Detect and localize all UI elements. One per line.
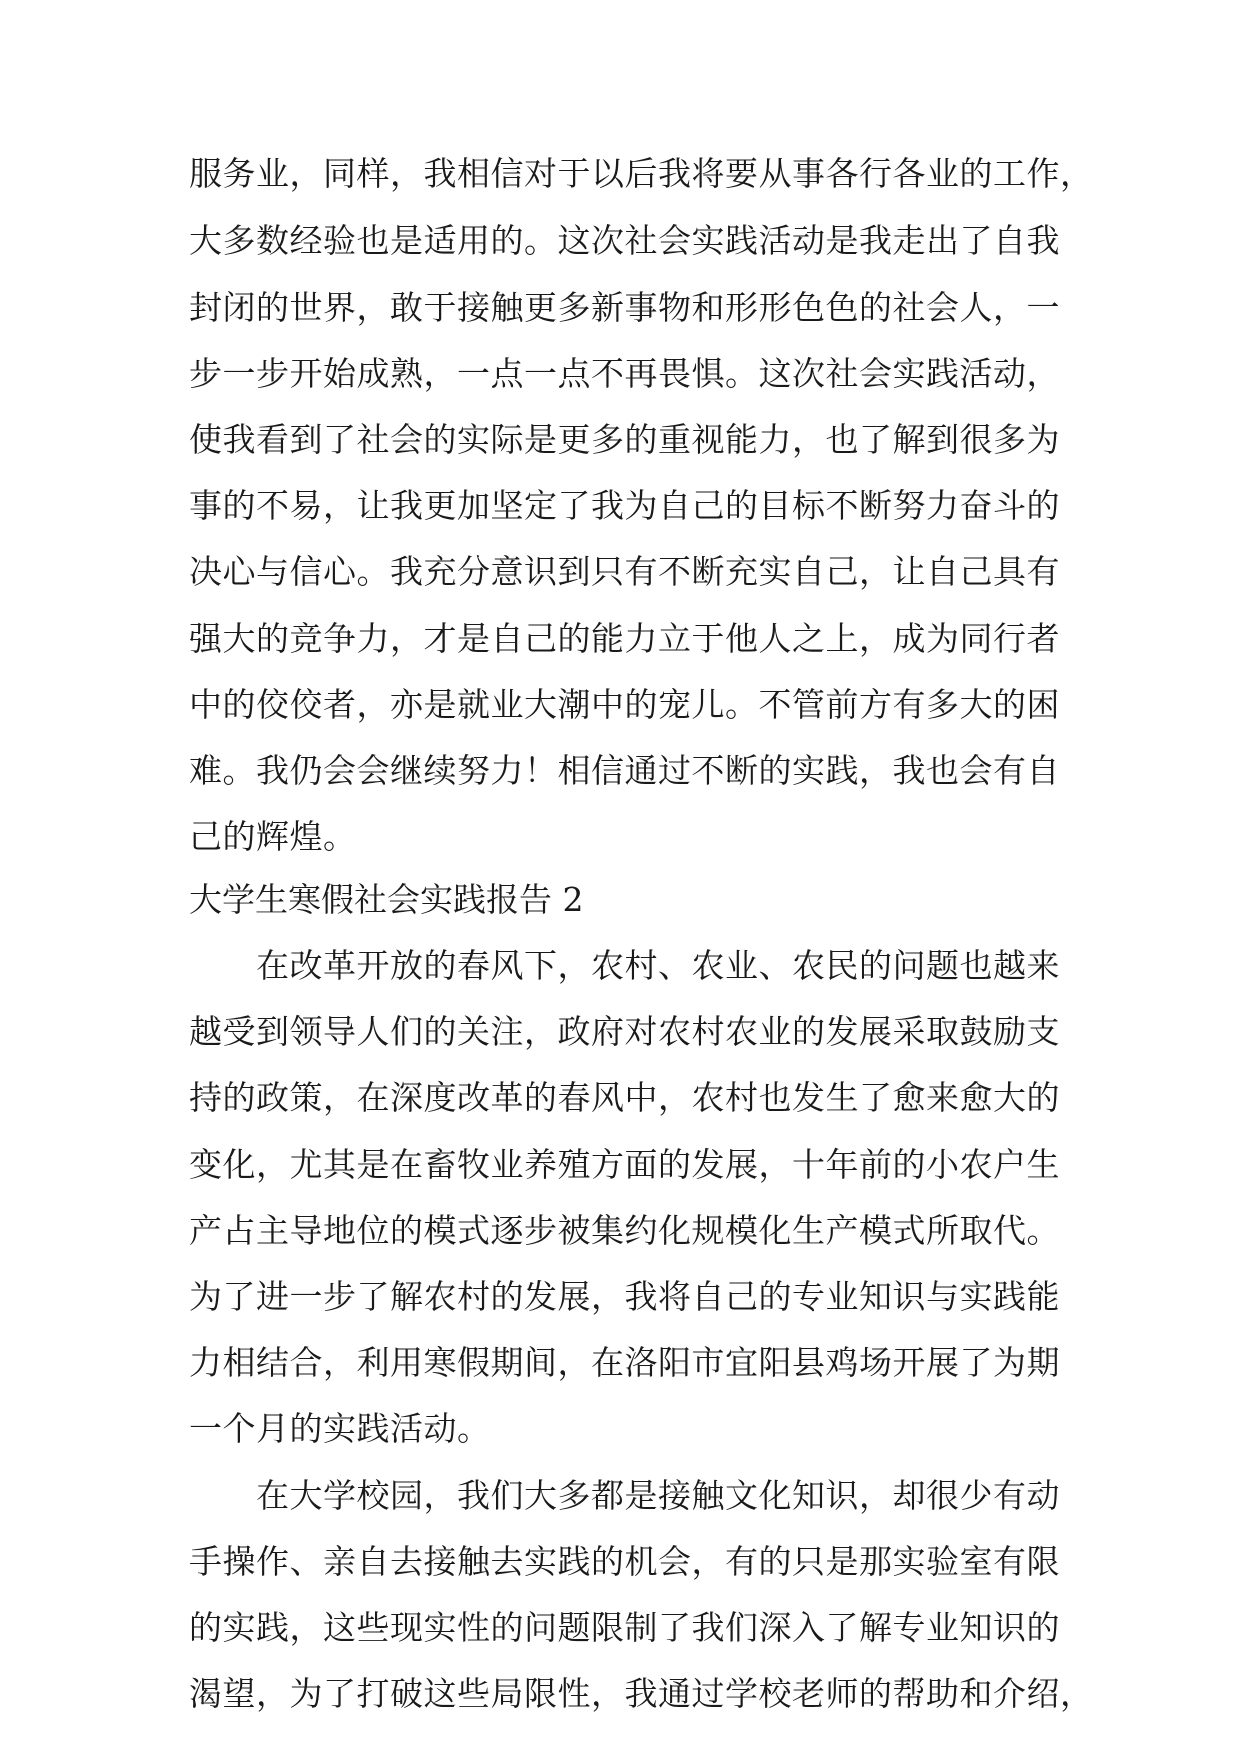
text-line: 中的佼佼者，亦是就业大潮中的宠儿。不管前方有多大的困 xyxy=(189,685,1060,724)
text-line: 使我看到了社会的实际是更多的重视能力，也了解到很多为 xyxy=(189,420,1060,459)
text-line: 封闭的世界，敢于接触更多新事物和形形色色的社会人，一 xyxy=(189,288,1060,327)
section-heading: 大学生寒假社会实践报告 2 xyxy=(189,880,584,919)
text-line: 在大学校园，我们大多都是接触文化知识，却很少有动 xyxy=(189,1476,1060,1515)
text-line: 在改革开放的春风下，农村、农业、农民的问题也越来 xyxy=(189,946,1060,985)
text-line: 持的政策，在深度改革的春风中，农村也发生了愈来愈大的 xyxy=(189,1078,1060,1117)
text-line: 力相结合，利用寒假期间，在洛阳市宜阳县鸡场开展了为期 xyxy=(189,1343,1060,1382)
text-line: 己的辉煌。 xyxy=(189,817,357,856)
text-line: 决心与信心。我充分意识到只有不断充实自己，让自己具有 xyxy=(189,552,1060,591)
text-line: 为了进一步了解农村的发展，我将自己的专业知识与实践能 xyxy=(189,1277,1060,1316)
text-line: 难。我仍会会继续努力！相信通过不断的实践，我也会有自 xyxy=(189,751,1060,790)
text-line: 越受到领导人们的关注，政府对农村农业的发展采取鼓励支 xyxy=(189,1012,1060,1051)
text-line: 产占主导地位的模式逐步被集约化规模化生产模式所取代。 xyxy=(189,1211,1060,1250)
text-line: 变化，尤其是在畜牧业养殖方面的发展，十年前的小农户生 xyxy=(189,1145,1060,1184)
text-line: 的实践，这些现实性的问题限制了我们深入了解专业知识的 xyxy=(189,1608,1060,1647)
text-line: 一个月的实践活动。 xyxy=(189,1409,491,1448)
text-line: 手操作、亲自去接触去实践的机会，有的只是那实验室有限 xyxy=(189,1542,1060,1581)
text-line: 事的不易，让我更加坚定了我为自己的目标不断努力奋斗的 xyxy=(189,486,1060,525)
text-line: 步一步开始成熟，一点一点不再畏惧。这次社会实践活动， xyxy=(189,354,1060,393)
text-line: 大多数经验也是适用的。这次社会实践活动是我走出了自我 xyxy=(189,221,1060,260)
text-line: 服务业，同样，我相信对于以后我将要从事各行各业的工作， xyxy=(189,154,1094,193)
text-line: 渴望，为了打破这些局限性，我通过学校老师的帮助和介绍， xyxy=(189,1674,1094,1713)
text-line: 强大的竞争力，才是自己的能力立于他人之上，成为同行者 xyxy=(189,619,1060,658)
